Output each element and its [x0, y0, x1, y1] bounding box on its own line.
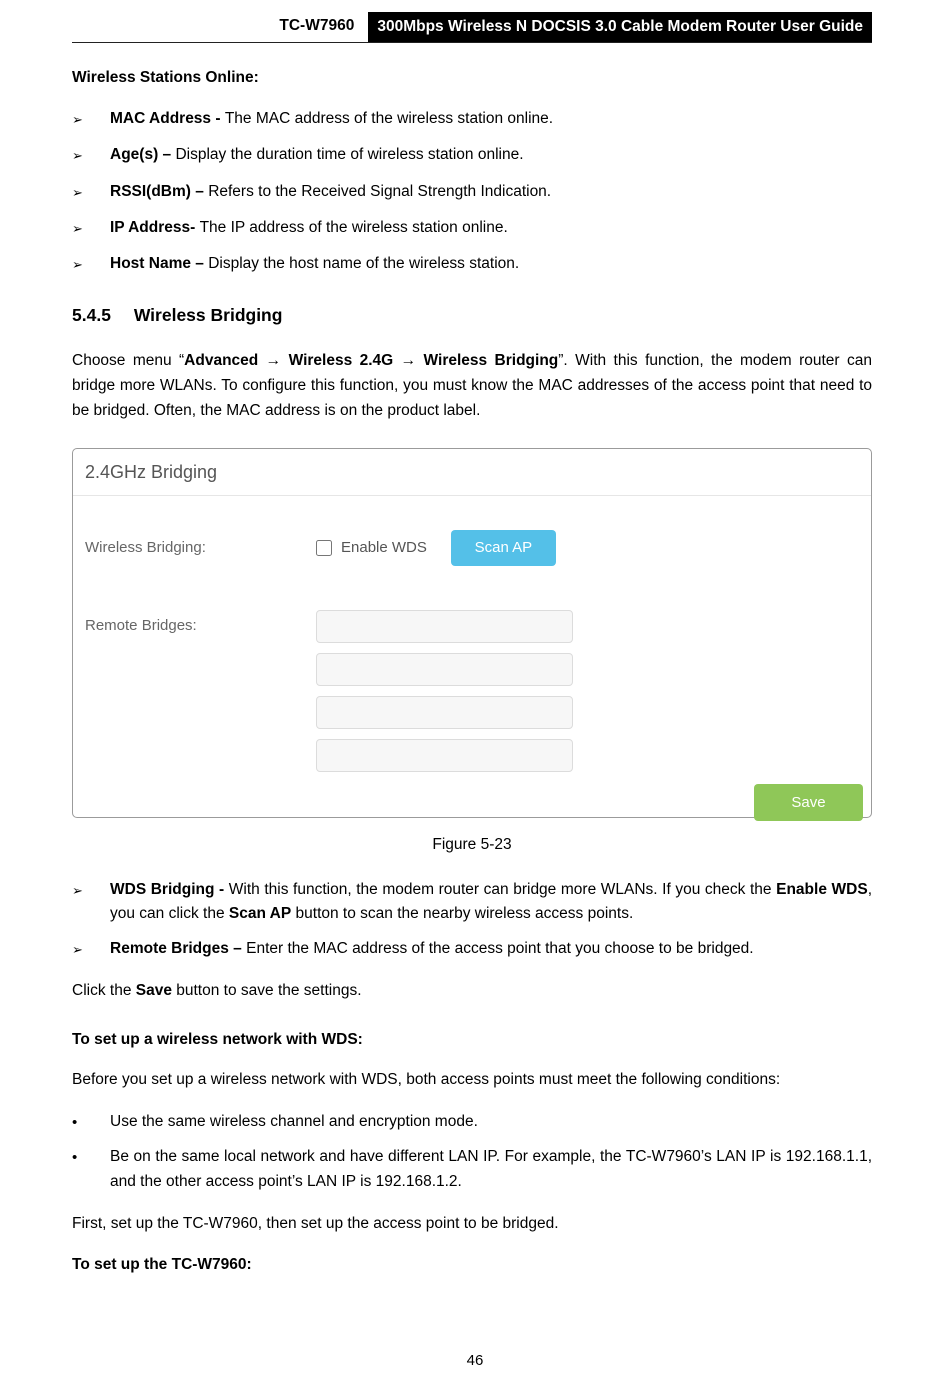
- list-item: [72, 1110, 872, 1135]
- list-item-text: IP Address- The IP address of the wireless station online.: [110, 218, 508, 236]
- arrow-bullet-icon: ➢: [72, 257, 83, 272]
- remote-bridges-inputs: [316, 610, 573, 772]
- list-item: [72, 143, 872, 166]
- conditions-intro: Before you set up a wireless network with WDS, both access points must meet the following conditions:: [72, 1071, 781, 1089]
- list-item: [72, 937, 872, 962]
- arrow-bullet-icon: ➢: [72, 148, 83, 164]
- list-item: [72, 878, 872, 928]
- conditions-list: [72, 1110, 872, 1195]
- remote-bridge-input[interactable]: [316, 739, 573, 772]
- page-header: [72, 12, 872, 43]
- section-heading: [72, 305, 872, 326]
- list-item: [72, 107, 872, 130]
- list-item-text: Be on the same local network and have different LAN IP. For example, the TC-W7960’s LAN IP is 192.168.1.1, and the other access point’s LAN IP is 192.168.1.2.: [110, 1148, 872, 1190]
- arrow-bullet-icon: ➢: [72, 184, 83, 200]
- section-number: 5.4.5: [72, 305, 111, 326]
- remote-bridges-label: Remote Bridges:: [85, 616, 197, 634]
- list-item-text: Remote Bridges – Enter the MAC address of the access point that you choose to be bridged.: [110, 940, 754, 958]
- page-number: 46: [466, 1352, 484, 1369]
- guide-title: 300Mbps Wireless N DOCSIS 3.0 Cable Modem Router User Guide: [368, 12, 872, 42]
- list-item-text: Host Name – Display the host name of the wireless station.: [110, 255, 520, 272]
- arrow-bullet-icon: ➢: [72, 220, 83, 236]
- bridging-panel: [72, 448, 872, 818]
- dot-bullet-icon: •: [72, 1114, 78, 1132]
- setup-heading: To set up the TC-W7960:: [72, 1255, 252, 1273]
- remote-bridge-input[interactable]: [316, 610, 573, 643]
- list-item: [72, 216, 872, 239]
- list-item-text: MAC Address - The MAC address of the wireless station online.: [110, 110, 554, 127]
- wds-setup-heading: To set up a wireless network with WDS:: [72, 1031, 363, 1049]
- remote-bridges-row: [73, 610, 871, 772]
- list-item-text: WDS Bridging - With this function, the modem router can bridge more WLANs. If you check the Enable WDS, you can click the Scan AP button to scan the nearby wireless access points.: [110, 880, 872, 923]
- figure-caption: Figure 5-23: [432, 835, 512, 853]
- remote-bridge-input[interactable]: [316, 696, 573, 729]
- click-save-text: Click the Save button to save the settings.: [72, 981, 362, 999]
- stations-heading: Wireless Stations Online:: [72, 69, 259, 86]
- list-item: [72, 1145, 872, 1195]
- list-item: [72, 180, 872, 203]
- first-step-text: First, set up the TC-W7960, then set up the access point to be bridged.: [72, 1214, 559, 1232]
- notes-list: [72, 878, 872, 962]
- wireless-bridging-row: [73, 530, 871, 566]
- arrow-bullet-icon: ➢: [72, 882, 83, 898]
- scan-ap-button[interactable]: Scan AP: [451, 530, 556, 566]
- panel-title: 2.4GHz Bridging: [73, 449, 871, 496]
- dot-bullet-icon: •: [72, 1149, 78, 1167]
- list-item-text: Use the same wireless channel and encryption mode.: [110, 1113, 478, 1131]
- list-item-text: RSSI(dBm) – Refers to the Received Signal Strength Indication.: [110, 182, 552, 200]
- intro-paragraph: Choose menu “Advanced → Wireless 2.4G → Wireless Bridging”. With this function, the modem router can bridge more WLANs. To configure this function, you must know the MAC addresses of the access point that need to be bridged. Often, the MAC address is on the product label.: [72, 352, 872, 420]
- wireless-bridging-label: Wireless Bridging:: [85, 539, 206, 557]
- list-item-text: Age(s) – Display the duration time of wireless station online.: [110, 146, 524, 164]
- enable-wds-checkbox[interactable]: [316, 540, 332, 556]
- remote-bridge-input[interactable]: [316, 653, 573, 686]
- save-button[interactable]: Save: [754, 784, 863, 821]
- model-label: TC-W7960: [279, 17, 355, 34]
- arrow-bullet-icon: ➢: [72, 112, 83, 127]
- section-title: Wireless Bridging: [133, 305, 283, 326]
- enable-wds-label: Enable WDS: [341, 539, 427, 557]
- arrow-bullet-icon: ➢: [72, 942, 83, 958]
- list-item: [72, 252, 872, 275]
- save-row: [73, 784, 871, 821]
- stations-list: [72, 107, 872, 275]
